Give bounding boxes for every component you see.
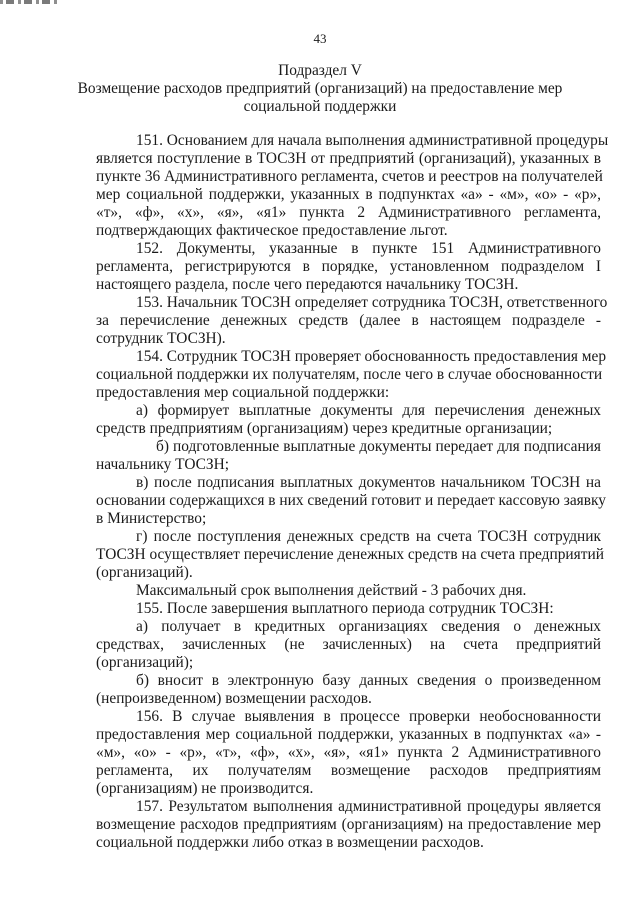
list-item-g-line: (организаций).	[96, 564, 193, 581]
paragraph-157-line: социальной поддержки либо отказ в возмещении расходов.	[96, 834, 484, 851]
paragraph-154-line: предоставления мер социальной поддержки:	[96, 384, 390, 401]
list-item-g-line: ТОСЗН осуществляет перечисление денежных средств на счета предприятий	[96, 546, 604, 563]
list-item-v-line: в) после подписания выплатных документов начальником ТОСЗН на	[136, 474, 601, 491]
paragraph-155-item-b-line: б) вносит в электронную базу данных сведения о произведенном	[136, 672, 601, 689]
list-item-g-line: г) после поступления денежных средств на счета ТОСЗН сотрудник	[136, 528, 601, 545]
paragraph-151-line: 151. Основанием для начала выполнения административной процедуры	[136, 132, 609, 149]
subsection-title: Подраздел V	[278, 62, 362, 79]
paragraph-157-line: возмещение расходов предприятиям (организациям) на предоставление мер	[96, 816, 601, 833]
paragraph-155-item-b-line: (непроизведенном) возмещении расходов.	[96, 690, 372, 707]
paragraph-156-line: предоставления мер социальной поддержки, указанных в подпунктах «а» -	[96, 726, 601, 743]
paragraph-153-line: сотрудник ТОСЗН).	[96, 330, 226, 347]
paragraph-151-line: пункте 36 Административного регламента, счетов и реестров на получателей	[96, 168, 603, 185]
paragraph-151-line: является поступление в ТОСЗН от предприятий (организаций), указанных в	[96, 150, 601, 167]
paragraph-154-line: социальной поддержки их получателям, после чего в случае обоснованности	[96, 366, 603, 383]
paragraph-151-line: мер социальной поддержки, указанных в подпунктах «а» - «м», «о» - «р»,	[96, 186, 601, 203]
paragraph-157-line: 157. Результатом выполнения административной процедуры является	[136, 798, 601, 815]
list-item-v-line: основании содержащихся в них сведений готовит и передает кассовую заявку	[96, 492, 606, 509]
paragraph-156-line: регламента, их получателям возмещение расходов предприятиям	[96, 762, 601, 779]
paragraph-155-item-a-line: средствах, зачисленных (не зачисленных) на счета предприятий	[96, 636, 601, 653]
page-number: 43	[313, 31, 327, 46]
list-item-a-line: средств предприятиям (организациям) через кредитные организации;	[96, 420, 553, 437]
paragraph-154-line: 154. Сотрудник ТОСЗН проверяет обоснованность предоставления мер	[136, 348, 607, 365]
paragraph-152-line: регламента, регистрируются в порядке, установленном подразделом I	[96, 258, 601, 275]
paragraph-153-line: за перечисление денежных средств (далее в настоящем подразделе -	[96, 312, 601, 329]
paragraph-153-line: 153. Начальник ТОСЗН определяет сотрудника ТОСЗН, ответственного	[136, 294, 608, 311]
paragraph-152-line: настоящего раздела, после чего передаются начальнику ТОСЗН.	[96, 276, 519, 293]
scan-artifact	[0, 0, 60, 4]
section-heading-line-2: социальной поддержки	[243, 98, 397, 115]
paragraph-156-line: (организациям) не производится.	[96, 780, 314, 797]
paragraph-151-line: «т», «ф», «х», «я», «я1» пункта 2 Административного регламента,	[96, 204, 601, 221]
paragraph-156-line: 156. В случае выявления в процессе проверки необоснованности	[136, 708, 601, 725]
paragraph-151-line: подтверждающих фактическое предоставление льгот.	[96, 222, 448, 239]
deadline-note: Максимальный срок выполнения действий - 3 рабочих дня.	[136, 582, 527, 599]
list-item-b-line: б) подготовленные выплатные документы передает для подписания	[156, 438, 601, 455]
paragraph-155-item-a-line: а) получает в кредитных организациях сведения о денежных	[136, 618, 601, 635]
list-item-v-line: в Министерство;	[96, 510, 207, 527]
paragraph-152-line: 152. Документы, указанные в пункте 151 Административного	[136, 240, 601, 257]
list-item-a-line: а) формирует выплатные документы для перечисления денежных	[136, 402, 601, 419]
paragraph-155-item-a-line: (организаций);	[96, 654, 194, 671]
paragraph-155-line: 155. После завершения выплатного периода сотрудник ТОСЗН:	[136, 600, 554, 617]
list-item-b-line: начальнику ТОСЗН;	[96, 456, 229, 473]
section-heading-line-1: Возмещение расходов предприятий (организаций) на предоставление мер	[77, 80, 563, 97]
paragraph-156-line: «м», «о» - «р», «т», «ф», «х», «я», «я1» пункта 2 Административного	[96, 744, 601, 761]
